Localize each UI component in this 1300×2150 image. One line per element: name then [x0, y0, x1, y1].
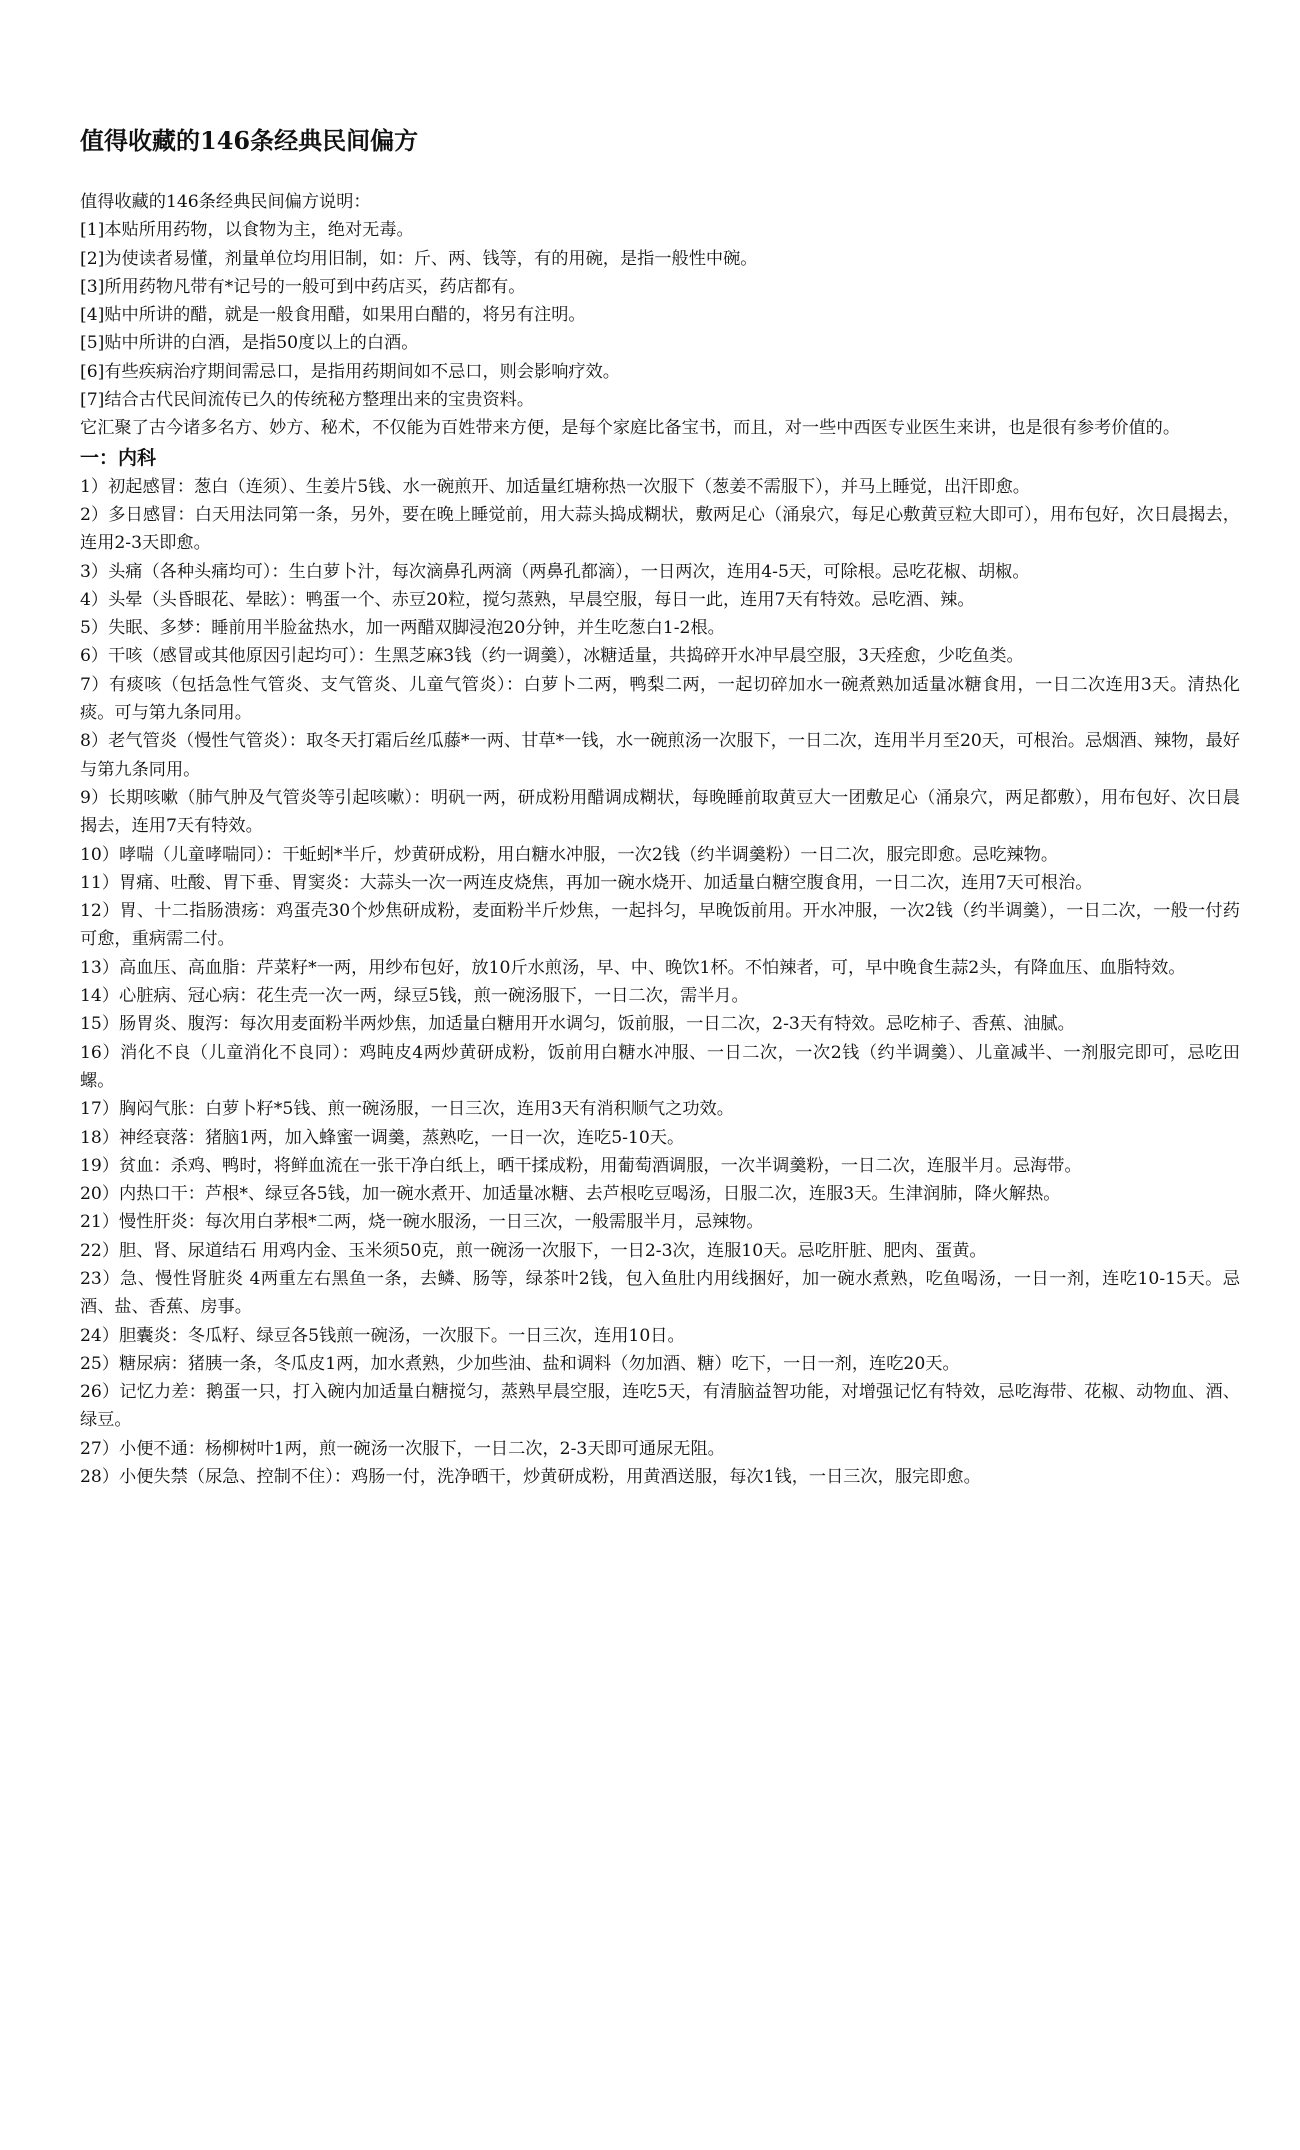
remedy-item: 24）胆囊炎：冬瓜籽、绿豆各5钱煎一碗汤，一次服下。一日三次，连用10日。 [80, 1325, 685, 1346]
remedy-item: 2）多日感冒：白天用法同第一条，另外，要在晚上睡觉前，用大蒜头捣成糊状，敷两足心（涌泉穴，每足心敷黄豆粒大即可），用布包好，次日晨揭去，连用2-3天即愈。 [80, 504, 1240, 554]
intro-line: 值得收藏的146条经典民间偏方说明： [80, 192, 371, 212]
remedy-item: 28）小便失禁（尿急、控制不住）：鸡肠一付，洗净晒干，炒黄研成粉，用黄酒送服，每次1钱，一日三次，服完即愈。 [80, 1467, 981, 1488]
remedy-item: 12）胃、十二指肠溃疡：鸡蛋壳30个炒焦研成粉，麦面粉半斤炒焦，一起抖匀，早晚饭前用。开水冲服，一次2钱（约半调羹），一日二次，一般一付药可愈，重病需二付。 [80, 901, 1240, 950]
remedy-item: 10）哮喘（儿童哮喘同）：干蚯蚓*半斤，炒黄研成粉，用白糖水冲服，一次2钱（约半调羹粉）一日二次，服完即愈。忌吃辣物。 [80, 844, 1059, 865]
document-page [80, 0, 1240, 1491]
remedy-item: 26）记忆力差：鹅蛋一只，打入碗内加适量白糖搅匀，蒸熟早晨空服，连吃5天，有清脑益智功能，对增强记忆有特效，忌吃海带、花椒、动物血、酒、绿豆。 [80, 1382, 1240, 1431]
remedy-item: 22）胆、肾、尿道结石 用鸡内金、玉米须50克，煎一碗汤一次服下，一日2-3次，连服10天。忌吃肝脏、肥肉、蛋黄。 [80, 1240, 987, 1261]
intro-line: [1]本贴所用药物，以食物为主，绝对无毒。 [80, 220, 414, 241]
intro-paragraph: 它汇聚了古今诸多名方、妙方、秘术，不仅能为百姓带来方便，是每个家庭比备宝书，而且，对一些中西医专业医生来讲，也是很有参考价值的。 [80, 418, 1181, 439]
remedy-item: 19）贫血：杀鸡、鸭时，将鲜血流在一张干净白纸上，晒干揉成粉，用葡萄酒调服，一次半调羹粉，一日二次，连服半月。忌海带。 [80, 1155, 1082, 1176]
intro-section [80, 188, 1240, 443]
remedy-item: 11）胃痛、吐酸、胃下垂、胃窦炎：大蒜头一次一两连皮烧焦，再加一碗水烧开、加适量白糖空腹食用，一日二次，连用7天可根治。 [80, 872, 1093, 893]
remedy-item: 6）干咳（感冒或其他原因引起均可）：生黑芝麻3钱（约一调羹），冰糖适量，共捣碎开水冲早晨空服，3天痊愈，少吃鱼类。 [80, 646, 1024, 667]
remedy-item: 17）胸闷气胀：白萝卜籽*5钱、煎一碗汤服，一日三次，连用3天有消积顺气之功效。 [80, 1099, 734, 1120]
remedy-item: 3）头痛（各种头痛均可）：生白萝卜汁，每次滴鼻孔两滴（两鼻孔都滴），一日两次，连用4-5天，可除根。忌吃花椒、胡椒。 [80, 561, 1030, 582]
remedy-item: 14）心脏病、冠心病：花生壳一次一两，绿豆5钱，煎一碗汤服下，一日二次，需半月。 [80, 986, 749, 1007]
remedy-item: 25）糖尿病：猪胰一条，冬瓜皮1两，加水煮熟，少加些油、盐和调料（勿加酒、糖）吃下，一日一剂，连吃20天。 [80, 1353, 960, 1374]
remedy-item: 18）神经衰落：猪脑1两，加入蜂蜜一调羹，蒸熟吃，一日一次，连吃5-10天。 [80, 1127, 685, 1148]
remedy-item: 5）失眠、多梦：睡前用半脸盆热水，加一两醋双脚浸泡20分钟，并生吃葱白1-2根。 [80, 618, 725, 639]
remedy-item: 20）内热口干：芦根*、绿豆各5钱，加一碗水煮开、加适量冰糖、去芦根吃豆喝汤，日服二次，连服3天。生津润肺，降火解热。 [80, 1184, 1061, 1205]
remedy-item: 27）小便不通：杨柳树叶1两，煎一碗汤一次服下，一日二次，2-3天即可通尿无阻。 [80, 1438, 725, 1459]
remedy-item: 8）老气管炎（慢性气管炎）：取冬天打霜后丝瓜藤*一两、甘草*一钱，水一碗煎汤一次服下，一日二次，连用半月至20天，可根治。忌烟酒、辣物，最好与第九条同用。 [80, 731, 1240, 780]
remedy-list [80, 473, 1240, 1492]
remedy-item: 15）肠胃炎、腹泻：每次用麦面粉半两炒焦，加适量白糖用开水调匀，饭前服，一日二次，2-3天有特效。忌吃柿子、香蕉、油腻。 [80, 1014, 1075, 1035]
section-heading: 一：内科 [80, 446, 157, 469]
remedy-item: 4）头晕（头昏眼花、晕眩）：鸭蛋一个、赤豆20粒，搅匀蒸熟，早晨空服，每日一此，连用7天有特效。忌吃酒、辣。 [80, 589, 975, 610]
intro-line: [3]所用药物凡带有*记号的一般可到中药店买，药店都有。 [80, 276, 526, 297]
intro-line: [2]为使读者易懂，剂量单位均用旧制，如：斤、两、钱等，有的用碗，是指一般性中碗。 [80, 248, 758, 269]
intro-line: [4]贴中所讲的醋，就是一般食用醋，如果用白醋的，将另有注明。 [80, 305, 586, 326]
remedy-item: 16）消化不良（儿童消化不良同）：鸡盹皮4两炒黄研成粉，饭前用白糖水冲服、一日二次，一次2钱（约半调羹）、儿童减半、一剂服完即可，忌吃田螺。 [80, 1042, 1240, 1091]
remedy-item: 7）有痰咳（包括急性气管炎、支气管炎、儿童气管炎）：白萝卜二两，鸭梨二两，一起切碎加水一碗煮熟加适量冰糖食用，一日二次连用3天。清热化痰。可与第九条同用。 [80, 674, 1240, 724]
remedy-item: 9）长期咳嗽（肺气肿及气管炎等引起咳嗽）：明矾一两，研成粉用醋调成糊状，每晚睡前取黄豆大一团敷足心（涌泉穴，两足都敷），用布包好、次日晨揭去，连用7天有特效。 [80, 787, 1240, 837]
remedy-item: 21）慢性肝炎：每次用白茅根*二两，烧一碗水服汤，一日三次，一般需服半月，忌辣物。 [80, 1212, 764, 1233]
remedy-item: 23）急、慢性肾脏炎 4两重左右黑鱼一条，去鳞、肠等，绿茶叶2钱，包入鱼肚内用线捆好，加一碗水煮熟，吃鱼喝汤，一日一剂，连吃10-15天。忌酒、盐、香蕉、房事。 [80, 1268, 1240, 1318]
remedy-item: 13）高血压、高血脂：芹菜籽*一两，用纱布包好，放10斤水煎汤，早、中、晚饮1杯。不怕辣者，可，早中晚食生蒜2头，有降血压、血脂特效。 [80, 957, 1186, 978]
intro-line: [7]结合古代民间流传已久的传统秘方整理出来的宝贵资料。 [80, 390, 535, 411]
intro-line: [5]贴中所讲的白酒，是指50度以上的白酒。 [80, 333, 419, 354]
document-title: 值得收藏的146条经典民间偏方 [80, 126, 419, 155]
intro-line: [6]有些疾病治疗期间需忌口，是指用药期间如不忌口，则会影响疗效。 [80, 361, 620, 382]
remedy-item: 1）初起感冒：葱白（连须）、生姜片5钱、水一碗煎开、加适量红塘称热一次服下（葱姜不需服下），并马上睡觉，出汗即愈。 [80, 476, 1030, 497]
